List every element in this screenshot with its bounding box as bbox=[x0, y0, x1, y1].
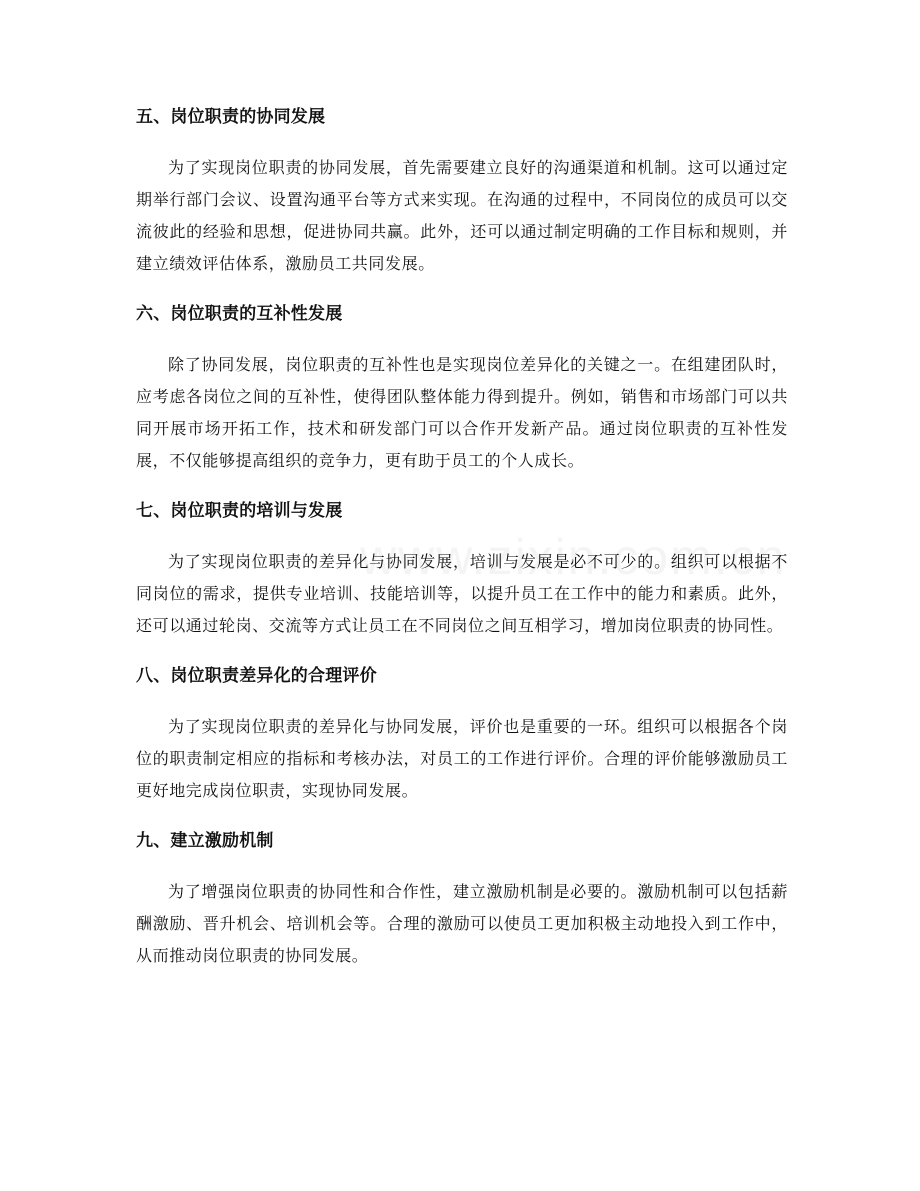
section-heading: 九、建立激励机制 bbox=[136, 831, 274, 851]
section-heading: 五、岗位职责的协同发展 bbox=[136, 107, 326, 127]
section-paragraph: 除了协同发展，岗位职责的互补性也是实现岗位差异化的关键之一。在组建团队时，应考虑各岗位之间的互补性，使得团队整体能力得到提升。例如，销售和市场部门可以共同开展市场开拓工作，技术和研发部门可以合作开发新产品。通过岗位职责的互补性发展，不仅能够提高组织的竞争力，更有助于员工的个人成长。 bbox=[136, 355, 788, 470]
section-8 bbox=[136, 663, 788, 807]
section-heading: 七、岗位职责的培训与发展 bbox=[136, 501, 343, 521]
section-paragraph: 为了实现岗位职责的差异化与协同发展，评价也是重要的一环。组织可以根据各个岗位的职责制定相应的指标和考核办法，对员工的工作进行评价。合理的评价能够激励员工更好地完成岗位职责，实现协同发展。 bbox=[136, 717, 788, 800]
section-heading: 六、岗位职责的互补性发展 bbox=[136, 304, 343, 324]
section-5 bbox=[136, 104, 788, 280]
section-7 bbox=[136, 498, 788, 642]
document-body bbox=[136, 104, 788, 993]
section-9 bbox=[136, 828, 788, 972]
section-paragraph: 为了实现岗位职责的协同发展，首先需要建立良好的沟通渠道和机制。这可以通过定期举行部门会议、设置沟通平台等方式来实现。在沟通的过程中，不同岗位的成员可以交流彼此的经验和思想，促进协同共赢。此外，还可以通过制定明确的工作目标和规则，并建立绩效评估体系，激励员工共同发展。 bbox=[136, 158, 788, 273]
section-6 bbox=[136, 301, 788, 477]
section-heading: 八、岗位职责差异化的合理评价 bbox=[136, 666, 377, 686]
section-paragraph: 为了增强岗位职责的协同性和合作性，建立激励机制是必要的。激励机制可以包括薪酬激励、晋升机会、培训机会等。合理的激励可以使员工更加积极主动地投入到工作中，从而推动岗位职责的协同发展。 bbox=[136, 882, 788, 965]
section-paragraph: 为了实现岗位职责的差异化与协同发展，培训与发展是必不可少的。组织可以根据不同岗位的需求，提供专业培训、技能培训等，以提升员工在工作中的能力和素质。此外，还可以通过轮岗、交流等方式让员工在不同岗位之间互相学习，增加岗位职责的协同性。 bbox=[136, 552, 788, 635]
